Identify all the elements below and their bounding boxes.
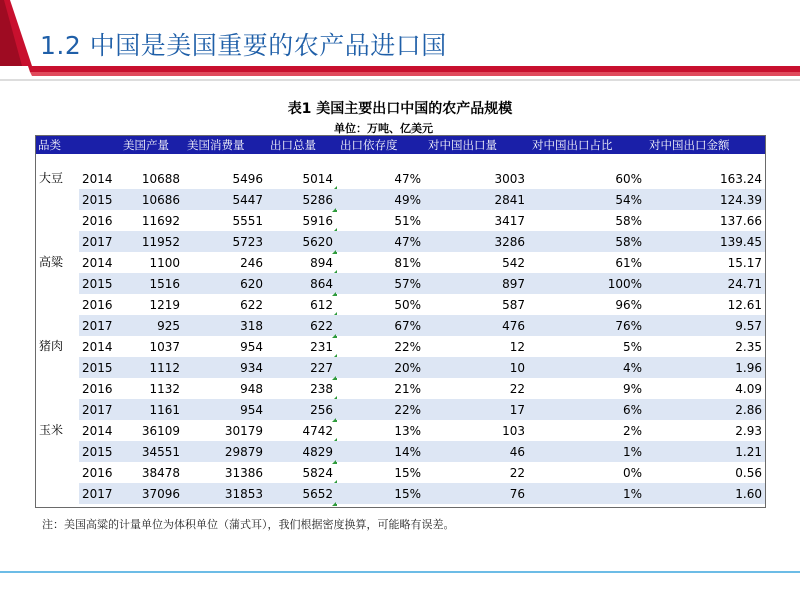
value-cell: 36109 [141, 423, 180, 438]
value-cell: 2.35 [735, 339, 762, 354]
value-cell: 2.93 [735, 423, 762, 438]
value-cell: 67% [336, 315, 424, 336]
year-cell: 2016 [82, 297, 113, 312]
value-cell: 1219 [149, 297, 180, 312]
value-cell: 15% [394, 465, 421, 480]
table-header-row [36, 136, 765, 154]
value-cell: 54% [528, 189, 645, 210]
value-cell: 1% [528, 441, 645, 462]
value-cell: 5447 [183, 189, 266, 210]
category-cell-empty [36, 315, 79, 336]
category-cell-empty [36, 378, 79, 399]
value-cell: 22% [394, 339, 421, 354]
value-cell: 139.45 [645, 231, 765, 252]
value-cell: 22 [509, 465, 525, 480]
value-cell: 318 [183, 315, 266, 336]
footnote: 注：美国高粱的计量单位为体积单位（蒲式耳），我们根据密度换算，可能略有误差。 [42, 518, 455, 531]
year-cell: 2014 [82, 255, 113, 270]
table-title: 表1 美国主要出口中国的农产品规模 [287, 101, 513, 117]
value-cell: 2% [622, 423, 642, 438]
value-cell: 100% [528, 273, 645, 294]
value-cell: 231 [266, 336, 336, 357]
category-cell-empty [36, 483, 79, 504]
column-header: 品类 [38, 138, 61, 152]
table-row [36, 315, 765, 336]
column-header: 美国消费量 [187, 138, 245, 152]
value-cell: 22 [509, 381, 525, 396]
value-cell: 864 [266, 273, 336, 294]
category-label: 大豆 [39, 171, 64, 185]
year-cell: 2017 [79, 483, 119, 504]
value-cell: 0% [622, 465, 642, 480]
category-cell-empty [36, 294, 79, 315]
value-cell: 238 [266, 378, 336, 399]
value-cell: 934 [183, 357, 266, 378]
table-row [36, 399, 765, 420]
value-cell: 612 [266, 294, 336, 315]
value-cell: 31853 [183, 483, 266, 504]
value-cell: 476 [424, 315, 528, 336]
table-row [36, 357, 765, 378]
table-row [36, 168, 765, 189]
year-cell: 2017 [79, 315, 119, 336]
value-cell: 15.17 [727, 255, 762, 270]
value-cell: 9% [622, 381, 642, 396]
column-header: 对中国出口占比 [532, 138, 613, 152]
value-cell: 34551 [119, 441, 183, 462]
value-cell: 29879 [183, 441, 266, 462]
value-cell: 227 [266, 357, 336, 378]
value-cell: 31386 [224, 465, 263, 480]
category-cell-empty [36, 441, 79, 462]
value-cell: 3286 [424, 231, 528, 252]
value-cell: 1132 [149, 381, 180, 396]
year-cell: 2014 [82, 171, 113, 186]
table-row [36, 336, 765, 357]
value-cell: 30179 [224, 423, 263, 438]
column-header [79, 136, 119, 154]
value-cell: 137.66 [720, 213, 762, 228]
value-cell: 1037 [149, 339, 180, 354]
slide-title: 1.2 中国是美国重要的农产品进口国 [40, 31, 447, 60]
value-cell: 1.96 [645, 357, 765, 378]
value-cell: 12.61 [727, 297, 762, 312]
value-cell: 38478 [141, 465, 180, 480]
value-cell: 3417 [494, 213, 525, 228]
value-cell: 3003 [494, 171, 525, 186]
value-cell: 1.21 [645, 441, 765, 462]
year-cell: 2016 [82, 381, 113, 396]
year-cell: 2016 [82, 213, 113, 228]
table-row [36, 441, 765, 462]
bottom-divider [0, 571, 800, 573]
value-cell: 61% [615, 255, 642, 270]
category-cell-empty [36, 273, 79, 294]
value-cell: 622 [240, 297, 263, 312]
value-cell: 5014 [266, 168, 336, 189]
table-row [36, 210, 765, 231]
value-cell: 894 [266, 252, 336, 273]
value-cell: 1516 [119, 273, 183, 294]
year-cell: 2017 [79, 399, 119, 420]
value-cell: 5652 [266, 483, 336, 504]
value-cell: 897 [424, 273, 528, 294]
value-cell: 24.71 [645, 273, 765, 294]
value-cell: 50% [394, 297, 421, 312]
value-cell: 14% [336, 441, 424, 462]
table-row [36, 483, 765, 504]
column-header: 对中国出口量 [428, 138, 497, 152]
column-header: 对中国出口金额 [649, 138, 730, 152]
value-cell: 1% [528, 483, 645, 504]
value-cell: 57% [336, 273, 424, 294]
value-cell: 124.39 [645, 189, 765, 210]
value-cell: 5286 [266, 189, 336, 210]
value-cell: 954 [183, 399, 266, 420]
value-cell: 11692 [141, 213, 180, 228]
value-cell: 5916 [266, 210, 336, 231]
column-header: 出口依存度 [340, 138, 398, 152]
value-cell: 256 [266, 399, 336, 420]
value-cell: 58% [528, 231, 645, 252]
value-cell: 46 [424, 441, 528, 462]
value-cell: 13% [394, 423, 421, 438]
table-row [36, 378, 765, 399]
value-cell: 4829 [266, 441, 336, 462]
value-cell: 76% [528, 315, 645, 336]
value-cell: 58% [615, 213, 642, 228]
table-row [36, 273, 765, 294]
value-cell: 0.56 [735, 465, 762, 480]
value-cell: 17 [424, 399, 528, 420]
data-table [36, 136, 765, 504]
value-cell: 5824 [266, 462, 336, 483]
category-cell-empty [36, 210, 79, 231]
value-cell: 954 [240, 339, 263, 354]
value-cell: 620 [183, 273, 266, 294]
value-cell: 5723 [183, 231, 266, 252]
value-cell: 587 [502, 297, 525, 312]
value-cell: 81% [394, 255, 421, 270]
value-cell: 1100 [149, 255, 180, 270]
value-cell: 12 [509, 339, 525, 354]
value-cell: 51% [394, 213, 421, 228]
category-label: 高粱 [39, 255, 64, 269]
table-row [36, 294, 765, 315]
value-cell: 542 [502, 255, 525, 270]
value-cell: 10 [424, 357, 528, 378]
value-cell: 21% [394, 381, 421, 396]
value-cell: 60% [615, 171, 642, 186]
value-cell: 10688 [141, 171, 180, 186]
value-cell: 1161 [119, 399, 183, 420]
value-cell: 246 [240, 255, 263, 270]
value-cell: 9.57 [645, 315, 765, 336]
value-cell: 948 [240, 381, 263, 396]
year-cell: 2015 [79, 357, 119, 378]
value-cell: 5620 [266, 231, 336, 252]
value-cell: 11952 [119, 231, 183, 252]
value-cell: 925 [119, 315, 183, 336]
value-cell: 49% [336, 189, 424, 210]
table-row [36, 252, 765, 273]
column-header: 出口总量 [270, 138, 316, 152]
value-cell: 6% [528, 399, 645, 420]
table-row [36, 420, 765, 441]
category-cell-empty [36, 357, 79, 378]
table-row [36, 462, 765, 483]
value-cell: 47% [336, 231, 424, 252]
year-cell: 2015 [79, 273, 119, 294]
value-cell: 4742 [266, 420, 336, 441]
value-cell: 1.60 [645, 483, 765, 504]
column-header: 美国产量 [123, 138, 169, 152]
value-cell: 103 [502, 423, 525, 438]
value-cell: 163.24 [720, 171, 762, 186]
category-cell-empty [36, 231, 79, 252]
category-label: 猪肉 [39, 339, 64, 353]
table-row [36, 231, 765, 252]
value-cell: 20% [336, 357, 424, 378]
category-cell-empty [36, 189, 79, 210]
value-cell: 1112 [119, 357, 183, 378]
category-cell-empty [36, 399, 79, 420]
value-cell: 37096 [119, 483, 183, 504]
value-cell: 5496 [232, 171, 263, 186]
value-cell: 10686 [119, 189, 183, 210]
data-table-container [35, 135, 766, 508]
value-cell: 2841 [424, 189, 528, 210]
category-label: 玉米 [39, 423, 64, 437]
value-cell: 47% [394, 171, 421, 186]
value-cell: 76 [424, 483, 528, 504]
table-row [36, 189, 765, 210]
value-cell: 4% [528, 357, 645, 378]
value-cell: 96% [615, 297, 642, 312]
value-cell: 15% [336, 483, 424, 504]
unit-label: 单位：万吨、亿美元 [334, 122, 433, 135]
value-cell: 5551 [232, 213, 263, 228]
value-cell: 22% [336, 399, 424, 420]
year-cell: 2016 [82, 465, 113, 480]
value-cell: 5% [622, 339, 642, 354]
value-cell: 4.09 [735, 381, 762, 396]
year-cell: 2015 [79, 189, 119, 210]
spacer-row [36, 154, 765, 168]
value-cell: 2.86 [645, 399, 765, 420]
year-cell: 2014 [82, 423, 113, 438]
year-cell: 2014 [82, 339, 113, 354]
year-cell: 2017 [79, 231, 119, 252]
value-cell: 622 [266, 315, 336, 336]
year-cell: 2015 [79, 441, 119, 462]
category-cell-empty [36, 462, 79, 483]
